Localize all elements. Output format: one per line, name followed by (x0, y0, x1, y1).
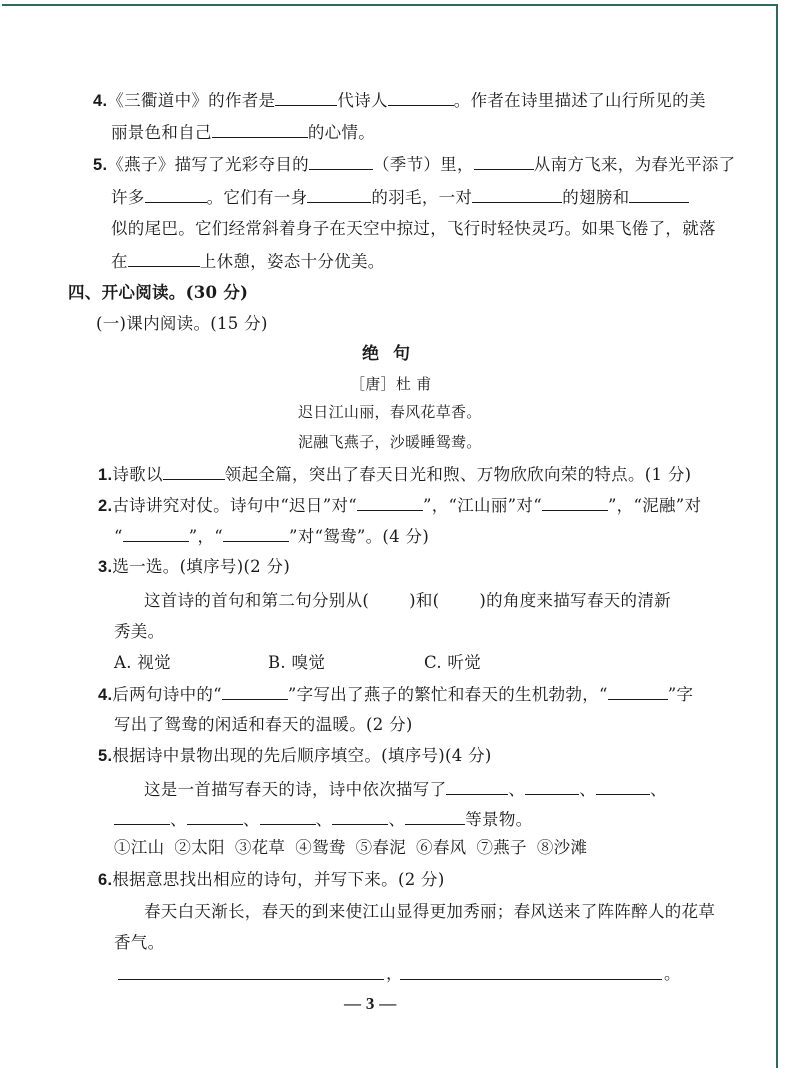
answer-blank[interactable] (309, 152, 373, 170)
answer-blank[interactable] (542, 493, 608, 511)
answer-blank[interactable] (332, 807, 388, 825)
page-number: — 3 — (344, 994, 397, 1013)
reading-question-6-text-2: 香气。 (114, 933, 165, 952)
answer-blank[interactable] (307, 185, 371, 203)
answer-line-1[interactable] (118, 979, 384, 980)
answer-blank[interactable] (163, 462, 225, 480)
option-item: ④鸳鸯 (295, 838, 346, 857)
answer-line-2[interactable] (400, 979, 662, 980)
answer-blank[interactable] (446, 777, 508, 795)
question-5-line-3: 似的尾巴。它们经常斜着身子在天空中掠过，飞行时轻快灵巧。如果飞倦了，就落 (111, 219, 716, 238)
answer-blank[interactable] (123, 524, 189, 542)
question-4-line-2: 丽景色和自己 的心情。 (111, 120, 375, 145)
answer-blank[interactable] (222, 682, 288, 700)
reading-question-5-text-2: 、 、 、 、 等景物。 (114, 807, 532, 832)
reading-question-6-text-1: 春天白天渐长，春天的到来使江山显得更加秀丽；春风送来了阵阵醉人的花草 (144, 902, 716, 921)
option-item: ②太阳 (174, 838, 225, 857)
answer-blank[interactable] (275, 88, 337, 106)
answer-blank[interactable] (223, 524, 289, 542)
option-item: ⑧沙滩 (536, 838, 588, 857)
option-a: A. 视觉 (114, 653, 171, 672)
answer-blank[interactable] (212, 120, 308, 138)
option-item: ⑥春风 (416, 838, 467, 857)
reading-question-2-line-2: “ ”，“ ”对“鸳鸯”。(4 分) (114, 524, 429, 549)
question-5-line-1: 5.《燕子》描写了光彩夺目的 （季节）里， 从南方飞来，为春光平添了 (93, 152, 735, 177)
reading-question-5-text-1: 这是一首描写春天的诗，诗中依次描写了 、 、 、 (144, 777, 667, 802)
subsection-1-heading: (一)课内阅读。(15 分) (96, 314, 268, 333)
answer-blank[interactable] (260, 807, 316, 825)
poem-line-1: 迟日江山丽，春风花草香。 (298, 403, 482, 421)
question-5-line-4: 在 上休憩，姿态十分优美。 (111, 249, 385, 274)
answer-blank[interactable] (388, 88, 454, 106)
answer-blank[interactable] (472, 185, 562, 203)
reading-question-4-line-1: 4.后两句诗中的“ ”字写出了燕子的繁忙和春天的生机勃勃，“ ”字 (98, 682, 693, 707)
answer-blank[interactable] (474, 152, 534, 170)
answer-blank[interactable] (629, 185, 689, 203)
reading-question-5-options (114, 836, 587, 860)
reading-question-3-text-1: 这首诗的首句和第二句分别从( )和( )的角度来描写春天的清新 (144, 591, 671, 610)
poem-line-2: 泥融飞燕子，沙暖睡鸳鸯。 (298, 433, 482, 451)
reading-question-6: 6.根据意思找出相应的诗句，并写下来。(2 分) (98, 870, 445, 889)
reading-question-3: 3.选一选。(填序号)(2 分) (98, 557, 291, 576)
reading-question-1: 1.诗歌以 领起全篇，突出了春天日光和煦、万物欣欣向荣的特点。(1 分) (98, 462, 691, 487)
option-item: ⑤春泥 (355, 838, 407, 857)
option-item: ①江山 (114, 838, 165, 857)
option-c: C. 听觉 (424, 653, 482, 672)
section-4-heading: 四、开心阅读。(30 分) (68, 283, 249, 302)
answer-blank[interactable] (608, 682, 668, 700)
answer-blank[interactable] (128, 249, 200, 267)
reading-question-2-line-1: 2.古诗讲究对仗。诗句中“迟日”对“ ”，“江山丽”对“ ”，“泥融”对 (98, 493, 701, 518)
answer-blank[interactable] (114, 807, 170, 825)
answer-blank[interactable] (145, 185, 207, 203)
reading-question-3-text-2: 秀美。 (114, 622, 165, 641)
answer-blank[interactable] (357, 493, 423, 511)
reading-question-5: 5.根据诗中景物出现的先后顺序填空。(填序号)(4 分) (98, 746, 492, 765)
reading-question-4-line-2: 写出了鸳鸯的闲适和春天的温暖。(2 分) (114, 715, 413, 734)
poem-author: ［唐］杜 甫 (350, 375, 432, 393)
option-b: B. 嗅觉 (268, 653, 326, 672)
answer-blank[interactable] (525, 777, 579, 795)
answer-blank[interactable] (405, 807, 465, 825)
poem-title: 绝句 (362, 344, 424, 364)
answer-comma: ， (386, 964, 403, 983)
question-5-line-2: 许多 。它们有一身 的羽毛，一对 的翅膀和 (111, 185, 689, 210)
option-item: ③花草 (234, 838, 286, 857)
question-4-line-1: 4.《三衢道中》的作者是 代诗人 。作者在诗里描述了山行所见的美 (93, 88, 706, 113)
answer-period: 。 (664, 964, 681, 983)
option-item: ⑦燕子 (476, 838, 527, 857)
answer-blank[interactable] (187, 807, 243, 825)
answer-blank[interactable] (596, 777, 650, 795)
